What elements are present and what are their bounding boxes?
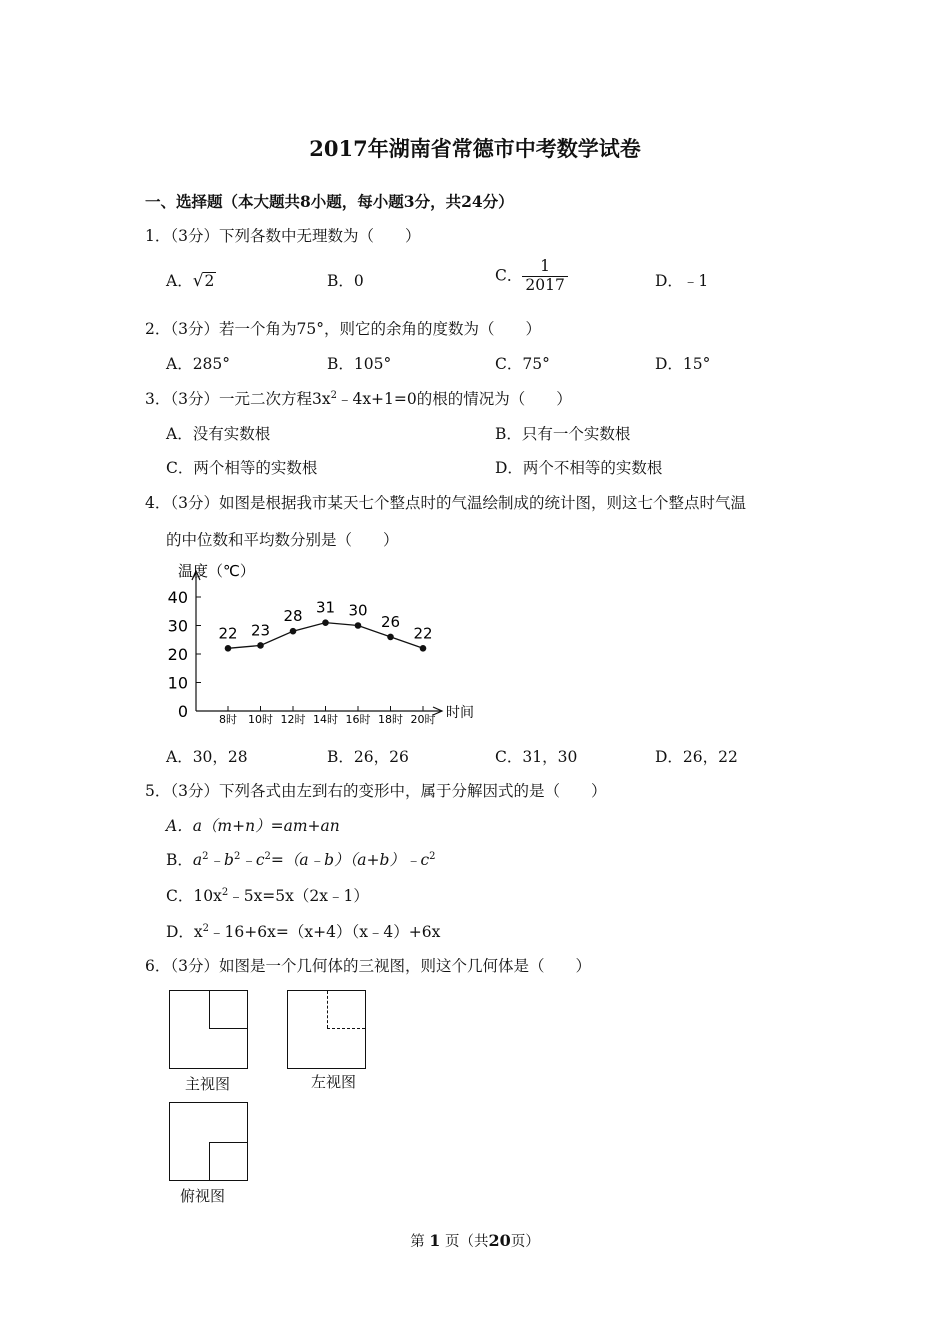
q2-option-b: B．105° [327, 355, 392, 373]
q5-option-a: A．a（m+n）=am+an [166, 817, 340, 835]
x-tick-label: 8时 [219, 713, 237, 726]
term: ﹣16+6x=（x+4）（x﹣4）+6x [209, 923, 441, 941]
fraction-denominator: 2017 [525, 275, 565, 294]
front-view-figure [169, 990, 248, 1069]
term: ﹣b [208, 851, 234, 869]
question-2-stem: 2．（3分）若一个角为75°，则它的余角的度数为（ ） [145, 320, 541, 338]
x-tick-label: 12时 [280, 713, 306, 726]
q1-option-a [166, 269, 216, 291]
radicand: 2 [204, 272, 215, 290]
q3-option-a: A．没有实数根 [166, 425, 271, 443]
exponent: 2 [233, 850, 241, 862]
q1-option-c [495, 258, 568, 295]
option-label: B． [166, 851, 193, 869]
q2-option-d: D．15° [655, 355, 711, 373]
data-label: 22 [218, 624, 238, 643]
term: D．x [166, 923, 203, 941]
y-axis-label: 温度（℃） [178, 562, 255, 580]
front-view-label: 主视图 [185, 1075, 231, 1093]
question-6-stem: 6．（3分）如图是一个几何体的三视图，则这个几何体是（ ） [145, 957, 591, 975]
footer-text: 第 [410, 1234, 425, 1250]
term: =（a﹣b）（a+b）﹣c [270, 851, 430, 869]
temperature-line-chart [160, 555, 500, 735]
y-tick-label: 40 [167, 588, 188, 607]
x-tick-label: 18时 [378, 713, 403, 726]
left-view-label: 左视图 [311, 1073, 357, 1091]
data-point [420, 645, 427, 652]
footer-text: 页） [510, 1234, 540, 1250]
question-4-stem-line2: 的中位数和平均数分别是（ ） [166, 531, 399, 549]
x-tick-label: 14时 [313, 713, 338, 726]
data-point [322, 619, 329, 626]
q5-option-c [166, 884, 369, 906]
q4-option-b: B．26，26 [327, 748, 409, 766]
data-point [225, 645, 232, 652]
exponent: 2 [429, 850, 436, 862]
q4-option-d: D．26，22 [655, 748, 738, 766]
page-footer [0, 1230, 950, 1251]
page-total: 20 [488, 1231, 511, 1250]
top-view-label: 俯视图 [180, 1187, 226, 1205]
x-axis-label: 时间 [446, 705, 474, 721]
q2-option-a: A．285° [166, 355, 231, 373]
page-title: 2017年湖南省常德市中考数学试卷 [309, 136, 641, 161]
page-number: 1 [429, 1231, 441, 1250]
data-label: 31 [315, 598, 336, 617]
q2-option-c: C．75° [495, 355, 550, 373]
term: ﹣5x=5x（2x﹣1） [228, 887, 369, 905]
exponent: 2 [202, 922, 210, 934]
q4-option-a: A．30，28 [166, 748, 248, 766]
front-view-inner-horizontal [209, 1028, 247, 1029]
exponent: 2 [330, 389, 337, 401]
question-5-stem: 5．（3分）下列各式由左到右的变形中，属于分解因式的是（ ） [145, 782, 607, 800]
question-4-stem-line1: 4．（3分）如图是根据我市某天七个整点时的气温绘制成的统计图，则这七个整点时气温 [145, 494, 746, 512]
data-point [387, 634, 394, 641]
term: C．10x [166, 887, 222, 905]
fraction-numerator: 1 [522, 258, 567, 277]
data-point [355, 622, 362, 629]
y-tick-label: 10 [167, 673, 188, 693]
data-point [290, 628, 297, 635]
q3-option-c: C．两个相等的实数根 [166, 459, 318, 477]
q4-option-c: C．31，30 [495, 748, 578, 766]
q3-option-d: D．两个不相等的实数根 [495, 459, 663, 477]
option-label: C． [495, 266, 523, 285]
top-view-inner-horizontal [209, 1142, 247, 1143]
left-view-hidden-vertical [327, 991, 328, 1028]
q3-option-b: B．只有一个实数根 [495, 425, 631, 443]
section-heading: 一、选择题（本大题共8小题，每小题3分，共24分） [145, 192, 514, 211]
top-view-figure [169, 1102, 248, 1181]
q1-option-d: D．﹣1 [655, 272, 709, 290]
data-label: 23 [250, 621, 271, 640]
left-view-figure [287, 990, 366, 1069]
y-tick-label: 0 [177, 702, 188, 721]
question-1-stem: 1．（3分）下列各数中无理数为（ ） [145, 227, 421, 245]
stem-part: 3．（3分）一元二次方程3x [145, 390, 331, 408]
x-tick-label: 16时 [345, 713, 371, 726]
sqrt-icon: √ [192, 271, 204, 291]
y-tick-label: 20 [167, 645, 188, 664]
term: ﹣c [240, 851, 265, 869]
q5-option-d [166, 920, 440, 942]
data-label: 28 [283, 607, 303, 626]
data-label: 26 [380, 612, 401, 631]
x-tick-label: 10时 [248, 713, 273, 726]
y-tick-label: 30 [167, 616, 188, 636]
x-tick-label: 20时 [410, 713, 436, 726]
term: a [192, 851, 203, 869]
top-view-inner-vertical [209, 1142, 210, 1180]
question-3-stem [145, 387, 572, 409]
exponent: 2 [264, 850, 271, 862]
q1-option-b: B．0 [327, 272, 364, 290]
data-point [257, 642, 264, 649]
option-label: A． [166, 272, 193, 290]
q5-option-b [166, 848, 436, 870]
data-label: 22 [413, 624, 433, 643]
exponent: 2 [221, 886, 229, 898]
footer-text: 页（共 [445, 1234, 489, 1250]
exponent: 2 [202, 850, 209, 862]
front-view-inner-vertical [209, 991, 210, 1028]
fraction [522, 258, 567, 295]
stem-part: ﹣4x+1=0的根的情况为（ ） [336, 390, 572, 408]
left-view-hidden-horizontal [327, 1028, 365, 1029]
data-label: 30 [348, 601, 368, 620]
